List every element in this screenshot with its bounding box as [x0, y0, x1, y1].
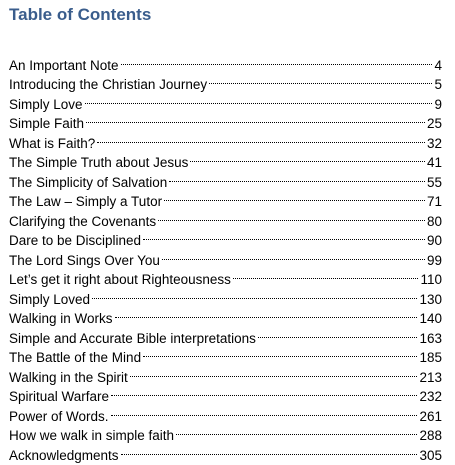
toc-entry-title[interactable]: The Lord Sings Over You — [9, 251, 160, 271]
dot-leader — [111, 401, 418, 421]
toc-entry-page[interactable]: 41 — [427, 153, 442, 173]
toc-entry-page[interactable]: 232 — [419, 387, 442, 407]
toc-entry-page[interactable]: 5 — [434, 75, 442, 95]
toc-entry-page[interactable]: 140 — [419, 309, 442, 329]
toc-entry-page[interactable]: 213 — [419, 368, 442, 388]
dot-leader — [158, 206, 425, 226]
toc-entry-title[interactable]: Dare to be Disciplined — [9, 231, 141, 251]
toc-entry-title[interactable]: Walking in the Spirit — [9, 368, 128, 388]
toc-entry-title[interactable]: Clarifying the Covenants — [9, 212, 156, 232]
toc-entry-title[interactable]: What is Faith? — [9, 134, 95, 154]
dot-leader — [258, 323, 418, 343]
dot-leader — [121, 50, 433, 70]
toc-entry-title[interactable]: Simple Faith — [9, 114, 84, 134]
toc-entry-title[interactable]: An Important Note — [9, 56, 119, 76]
toc-entry-page[interactable]: 288 — [419, 426, 442, 446]
dot-leader — [176, 421, 417, 441]
dot-leader — [169, 167, 425, 187]
toc-entry-title[interactable]: Simple and Accurate Bible interpretations — [9, 329, 256, 349]
toc-entry-page[interactable]: 90 — [427, 231, 442, 251]
dot-leader — [209, 70, 432, 90]
toc-entry-page[interactable]: 110 — [420, 270, 442, 290]
dot-leader — [111, 382, 417, 402]
toc-entry-title[interactable]: Simply Loved — [9, 290, 90, 310]
toc-entry-title[interactable]: The Law – Simply a Tutor — [9, 192, 162, 212]
toc-entry-page[interactable]: 9 — [434, 95, 442, 115]
toc-entry-page[interactable]: 99 — [427, 251, 442, 271]
dot-leader — [86, 109, 425, 129]
toc-entry-title[interactable]: Let’s get it right about Righteousness — [9, 270, 231, 290]
toc-entry[interactable] — [9, 50, 442, 70]
dot-leader — [130, 362, 418, 382]
toc-entry-page[interactable]: 25 — [427, 114, 442, 134]
dot-leader — [121, 440, 418, 460]
toc-entry-title[interactable]: The Simplicity of Salvation — [9, 173, 167, 193]
toc-title: Table of Contents — [9, 4, 151, 26]
dot-leader — [190, 148, 425, 168]
dot-leader — [164, 187, 425, 207]
dot-leader — [97, 128, 425, 148]
toc-entry-page[interactable]: 80 — [427, 212, 442, 232]
toc-entry-page[interactable]: 163 — [419, 329, 442, 349]
toc-entry-page[interactable]: 305 — [419, 446, 442, 465]
dot-leader — [143, 226, 425, 246]
toc-entry-page[interactable]: 261 — [419, 407, 442, 427]
toc-entry-title[interactable]: How we walk in simple faith — [9, 426, 174, 446]
dot-leader — [115, 304, 418, 324]
toc-entry-page[interactable]: 32 — [427, 134, 442, 154]
dot-leader — [143, 343, 417, 363]
dot-leader — [85, 89, 433, 109]
toc-entry-page[interactable]: 71 — [427, 192, 442, 212]
toc-entry-page[interactable]: 4 — [434, 56, 442, 76]
toc-entry-title[interactable]: Simply Love — [9, 95, 83, 115]
dot-leader — [162, 245, 425, 265]
toc-entry-page[interactable]: 55 — [427, 173, 442, 193]
dot-leader — [233, 265, 419, 285]
toc-list — [9, 50, 442, 460]
toc-entry-title[interactable]: Spiritual Warfare — [9, 387, 109, 407]
toc-entry-page[interactable]: 185 — [419, 348, 442, 368]
toc-entry-title[interactable]: The Simple Truth about Jesus — [9, 153, 188, 173]
toc-entry-title[interactable]: Introducing the Christian Journey — [9, 75, 207, 95]
toc-entry-title[interactable]: Power of Words. — [9, 407, 109, 427]
dot-leader — [92, 284, 417, 304]
toc-entry-title[interactable]: Acknowledgments — [9, 446, 119, 465]
toc-entry-title[interactable]: Walking in Works — [9, 309, 113, 329]
toc-entry-page[interactable]: 130 — [419, 290, 442, 310]
toc-entry-title[interactable]: The Battle of the Mind — [9, 348, 141, 368]
